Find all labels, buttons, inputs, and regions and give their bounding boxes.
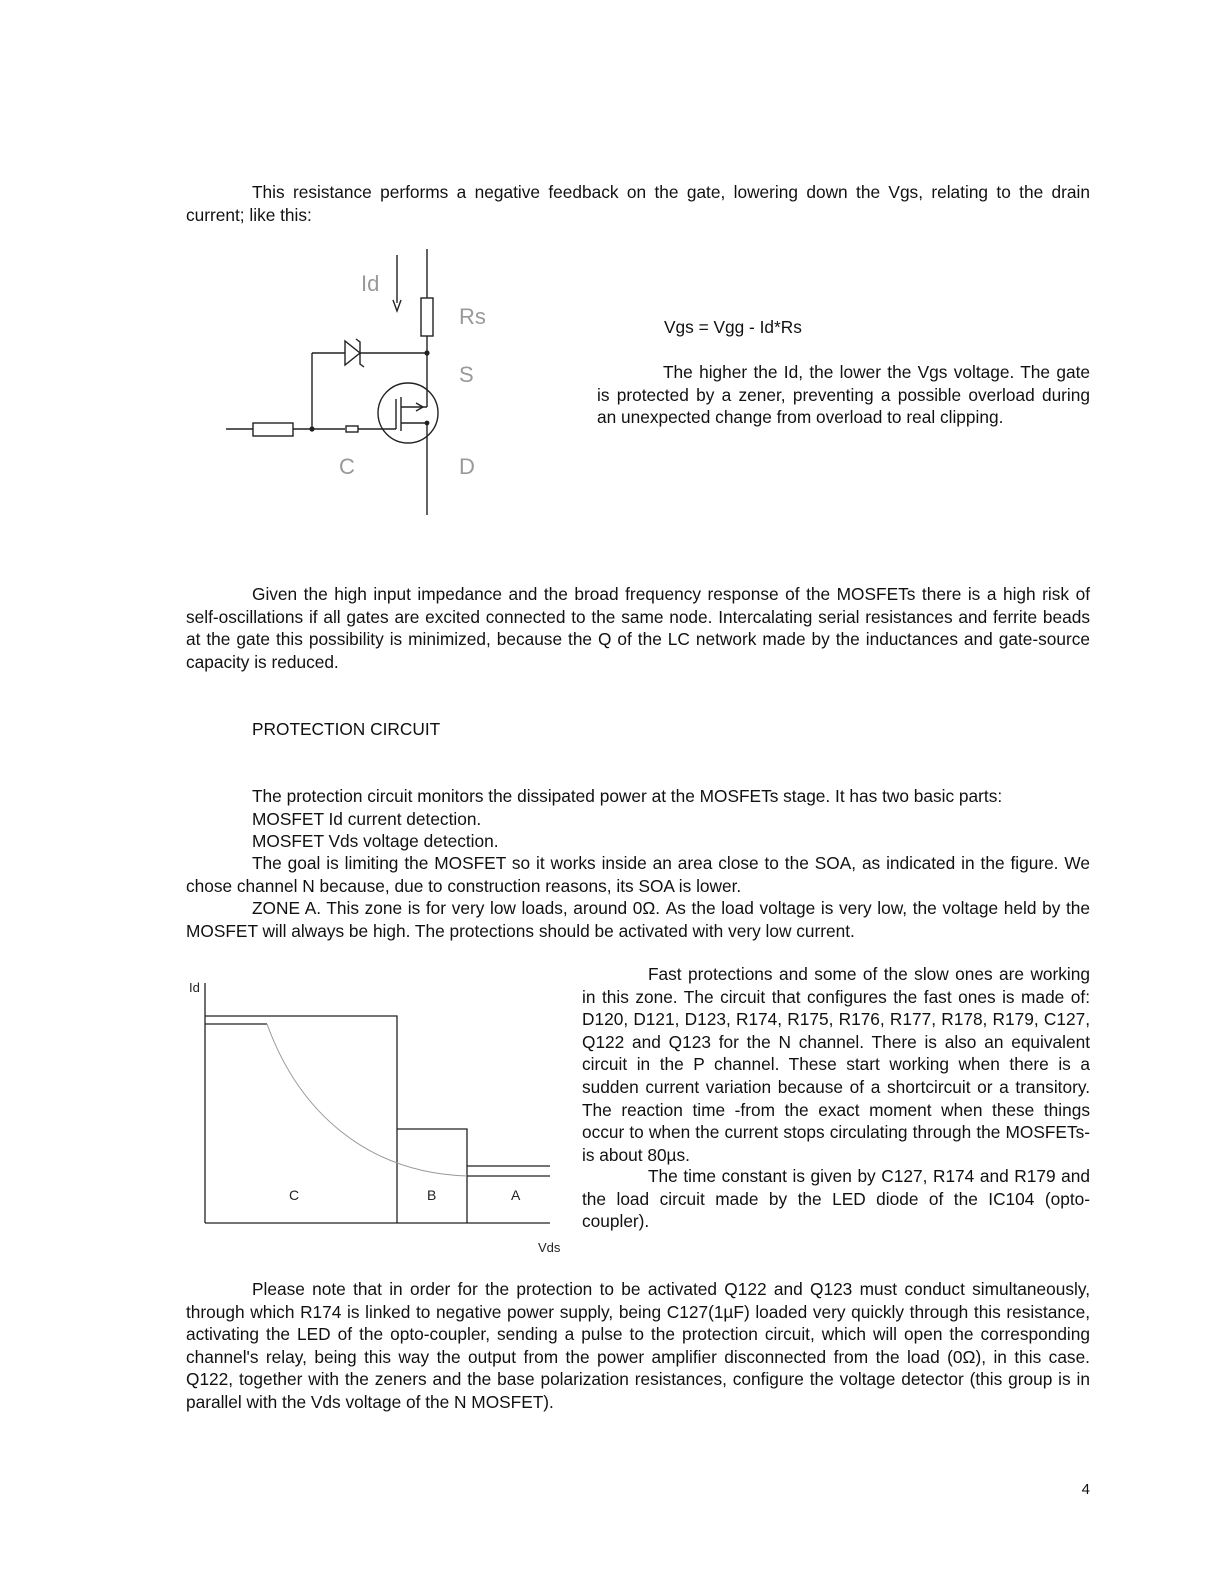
- label-d: D: [459, 454, 475, 479]
- paragraph-time-constant: The time constant is given by C127, R174 and R179 and the load circuit made by the LED diode of the IC104 (opto-coupler).: [582, 1166, 1090, 1232]
- label-s: S: [459, 362, 474, 387]
- label-rs: Rs: [459, 304, 486, 329]
- paragraph-note: Please note that in order for the protection to be activated Q122 and Q123 must conduct simultaneously, through which R174 is linked to negative power supply, being C127(1µF) loaded very quickly through this resistance, activating the LED of the opto-coupler, sending a pulse to the protection circuit, which will open the corresponding channel's relay, being this way the output from the power amplifier disconnected from the load (0Ω), in this case. Q122, together with the zeners and the base polarization resistances, configure the voltage detector (this group is in parallel with the Vds voltage of the N MOSFET).: [186, 1279, 1090, 1412]
- label-c: C: [339, 454, 355, 479]
- soa-figure: [180, 975, 570, 1265]
- paragraph-zener: The higher the Id, the lower the Vgs voltage. The gate is protected by a zener, preventing a possible overload during an unexpected change from overload to real clipping.: [597, 362, 1090, 428]
- soa-zone-b: B: [427, 1187, 437, 1203]
- paragraph-zone-a: ZONE A. This zone is for very low loads, around 0Ω. As the load voltage is very low, the voltage held by the MOSFET will always be high. The protections should be activated with very low current.: [186, 898, 1090, 941]
- soa-zone-a: A: [511, 1187, 521, 1203]
- section-title: PROTECTION CIRCUIT: [252, 719, 441, 739]
- paragraph-fast-protections: Fast protections and some of the slow ones are working in this zone. The circuit that configures the fast ones is made of: D120, D121, D123, R174, R175, R176, R177, R178, R179, C127, Q122 and Q123 for the N channel. There is also an equivalent circuit in the P channel. These start working when there is a sudden current variation because of a shortcircuit or a transitory. The reaction time -from the exact moment when these things occur to when the current stops circulating through the MOSFETs- is about 80µs.: [582, 964, 1090, 1165]
- protection-intro: The protection circuit monitors the dissipated power at the MOSFETs stage. It has two basic parts:: [252, 786, 1003, 806]
- paragraph-oscillation: Given the high input impedance and the broad frequency response of the MOSFETs there is a high risk of self-oscillations if all gates are excited connected to the same node. Intercalating serial resistances and ferrite beads at the gate this possibility is minimized, because the Q of the LC network made by the inductances and gate-source capacity is reduced.: [186, 584, 1090, 672]
- mosfet-circuit-diagram: [220, 245, 510, 520]
- protection-item-vds: MOSFET Vds voltage detection.: [252, 831, 499, 851]
- label-id: Id: [361, 271, 380, 296]
- soa-x-label: Vds: [538, 1240, 561, 1255]
- soa-y-label: Id: [189, 980, 200, 995]
- formula-vgs: Vgs = Vgg - Id*Rs: [664, 317, 802, 337]
- protection-item-id: MOSFET Id current detection.: [252, 809, 482, 829]
- paragraph-feedback: This resistance performs a negative feedback on the gate, lowering down the Vgs, relating to the drain current; like this:: [186, 182, 1090, 225]
- page-number: 4: [1081, 1481, 1090, 1498]
- paragraph-goal: The goal is limiting the MOSFET so it works inside an area close to the SOA, as indicated in the figure. We chose channel N because, due to construction reasons, its SOA is lower.: [186, 853, 1090, 896]
- soa-zone-c: C: [289, 1187, 300, 1203]
